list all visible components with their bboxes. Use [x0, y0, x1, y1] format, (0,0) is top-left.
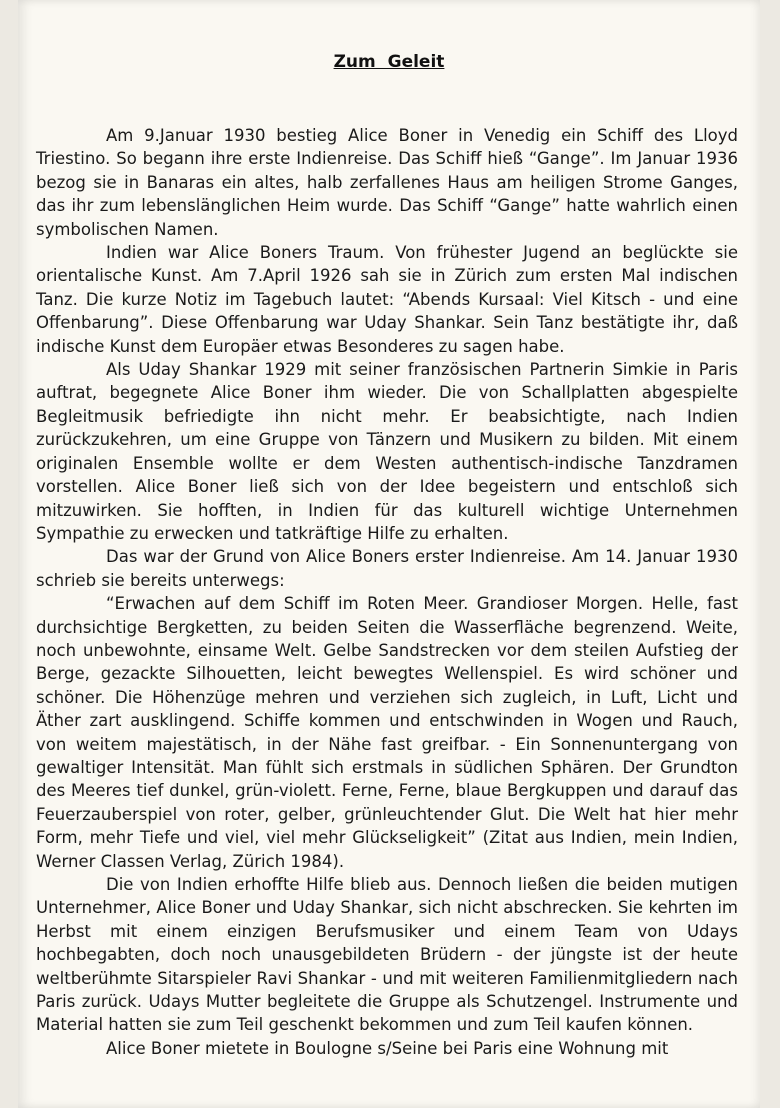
paragraph-7: Alice Boner mietete in Boulogne s/Seine bei Paris eine Wohnung mit — [106, 1038, 669, 1058]
paragraph-2: Indien war Alice Boners Traum. Von frühester Jugend an beglückte sie orientalische Kunst. Am 7.April 1926 sah sie in Zürich zum ersten Mal indischen Tanz. Die kurze Notiz im Tagebuch lautet: “Abends Kursaal: Viel Kitsch - und eine Offenbarung”. Diese Offenbarung war Uday Shankar. Sein Tanz bestätigte ihr, daß indische Kunst dem Europäer etwas Besonderes zu sagen habe. — [36, 243, 738, 356]
quote-paragraph: “Erwachen auf dem Schiff im Roten Meer. Grandioser Morgen. Helle, fast durchsichtige Bergketten, zu beiden Seiten die Wasserfläche begrenzend. Weite, noch unbewohnte, einsame Welt. Gelbe Sandstrecken vor dem steilen Aufstieg der Berge, gezackte Silhouetten, leicht bewegtes Wellenspiel. Es wird schöner und schöner. Die Höhenzüge mehren und verziehen sich zugleich, in Luft, Licht und Äther zart ausklingend. Schiffe kommen und entschwinden in Wogen und Rauch, von weitem majestätisch, in der Nähe fast greifbar. - Ein Sonnenuntergang von gewaltiger Intensität. Man fühlt sich erstmals in südlichen Sphären. Der Grundton des Meeres tief dunkel, grün-violett. Ferne, Ferne, blaue Bergkuppen und darauf das Feuerzauberspiel von roter, gelber, grünleuchtender Glut. Die Welt hat hier mehr Form, mehr Tiefe und viel, viel mehr Glückseligkeit” (Zitat aus Indien, mein Indien, Werner Classen Verlag, Zürich 1984). — [36, 594, 738, 871]
paragraph-6: Die von Indien erhoffte Hilfe blieb aus. Dennoch ließen die beiden mutigen Unternehmer, Alice Boner und Uday Shankar, sich nicht abschrecken. Sie kehrten im Herbst mit einem einzigen Berufsmusiker und einem Team von Udays hochbegabten, doch noch unausgebildeten Brüdern - der jüngste ist der heute weltberühmte Sitarspieler Ravi Shankar - und mit weiteren Familienmitgliedern nach Paris zurück. Udays Mutter begleitete die Gruppe als Schutzengel. Instrumente und Material hatten sie zum Teil geschenkt bekommen und zum Teil kaufen können. — [36, 875, 738, 1035]
page-title: Zum Geleit — [333, 52, 445, 72]
document-page — [18, 0, 760, 1108]
paragraph-3: Als Uday Shankar 1929 mit seiner französischen Partnerin Simkie in Paris auftrat, begegnete Alice Boner ihm wieder. Die von Schallplatten abgespielte Begleitmusik befriedigte ihn nicht mehr. Er beabsichtigte, nach Indien zurückzukehren, um eine Gruppe von Tänzern und Musikern zu bilden. Mit einem originalen Ensemble wollte er dem Westen authentisch-indische Tanzdramen vorstellen. Alice Boner ließ sich von der Idee begeistern und entschloß sich mitzuwirken. Sie hofften, in Indien für das kulturell wichtige Unternehmen Sympathie zu erwecken und tatkräftige Hilfe zu erhalten. — [36, 360, 738, 543]
paragraph-4: Das war der Grund von Alice Boners erster Indienreise. Am 14. Januar 1930 schrieb sie bereits unterwegs: — [36, 547, 738, 590]
paragraph-1: Am 9.Januar 1930 bestieg Alice Boner in Venedig ein Schiff des Lloyd Triestino. So begann ihre erste Indienreise. Das Schiff hieß “Gange”. Im Januar 1936 bezog sie in Banaras ein altes, halb zerfallenes Haus am heiligen Strome Ganges, das ihr zum lebenslänglichen Heim wurde. Das Schiff “Gange” hatte wahrlich einen symbolischen Namen. — [36, 126, 738, 239]
document-body — [36, 124, 738, 1060]
